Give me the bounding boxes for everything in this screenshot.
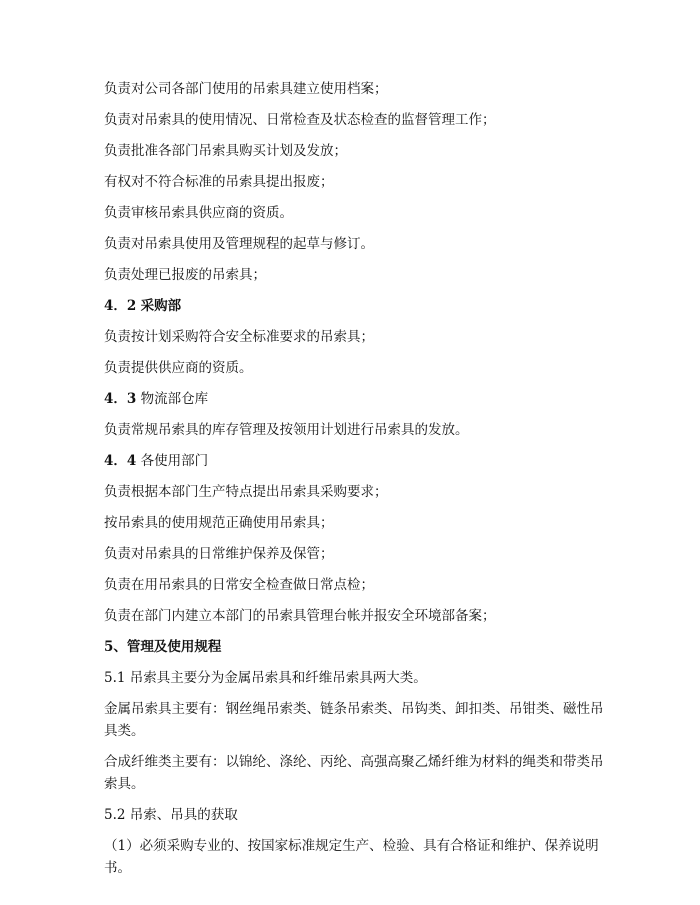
paragraph: （1）必须采购专业的、按国家标准规定生产、检验、具有合格证和维护、保养说明书。 [104, 838, 599, 876]
paragraph: 负责在用吊索具的日常安全检查做日常点检； [104, 577, 374, 593]
paragraph: 负责提供供应商的资质。 [104, 360, 253, 376]
section-title: 采购部 [140, 298, 182, 314]
section-heading-4-3 [104, 388, 604, 410]
paragraph: 5.2 吊索、吊具的获取 [104, 807, 238, 823]
paragraph: 负责对公司各部门使用的吊索具建立使用档案； [104, 81, 388, 97]
paragraph: 负责在部门内建立本部门的吊索具管理台帐并报安全环境部备案； [104, 608, 496, 624]
paragraph: 负责批准各部门吊索具购买计划及发放； [104, 143, 347, 159]
paragraph: 负责对吊索具的日常维护保养及保管； [104, 546, 334, 562]
section-title: 各使用部门 [140, 453, 209, 469]
paragraph: 负责审核吊索具供应商的资质。 [104, 205, 293, 221]
section-number: 4．4 [104, 453, 137, 469]
section-number: 4．3 [104, 391, 137, 407]
paragraph: 负责对吊索具的使用情况、日常检查及状态检查的监督管理工作； [104, 112, 496, 128]
paragraph: 负责按计划采购符合安全标准要求的吊索具； [104, 329, 374, 345]
paragraph: 负责根据本部门生产特点提出吊索具采购要求； [104, 484, 388, 500]
paragraph: 负责处理已报废的吊索具； [104, 267, 266, 283]
document-body [104, 78, 604, 888]
section-heading-4-2 [104, 295, 604, 317]
paragraph: 按吊索具的使用规范正确使用吊索具； [104, 515, 334, 531]
paragraph: 负责对吊索具使用及管理规程的起草与修订。 [104, 236, 374, 252]
section-heading-5: 5、管理及使用规程 [104, 639, 222, 655]
section-number: 4．2 [104, 298, 137, 314]
section-title: 物流部仓库 [140, 391, 209, 407]
paragraph: 金属吊索具主要有：钢丝绳吊索类、链条吊索类、吊钩类、卸扣类、吊钳类、磁性吊具类。 [104, 701, 604, 739]
section-heading-4-4 [104, 450, 604, 472]
paragraph: 合成纤维类主要有：以锦纶、涤纶、丙纶、高强高聚乙烯纤维为材料的绳类和带类吊索具。 [104, 754, 604, 792]
paragraph: 5.1 吊索具主要分为金属吊索具和纤维吊索具两大类。 [104, 670, 427, 686]
paragraph: 有权对不符合标准的吊索具提出报废； [104, 174, 334, 190]
paragraph: 负责常规吊索具的库存管理及按领用计划进行吊索具的发放。 [104, 422, 469, 438]
